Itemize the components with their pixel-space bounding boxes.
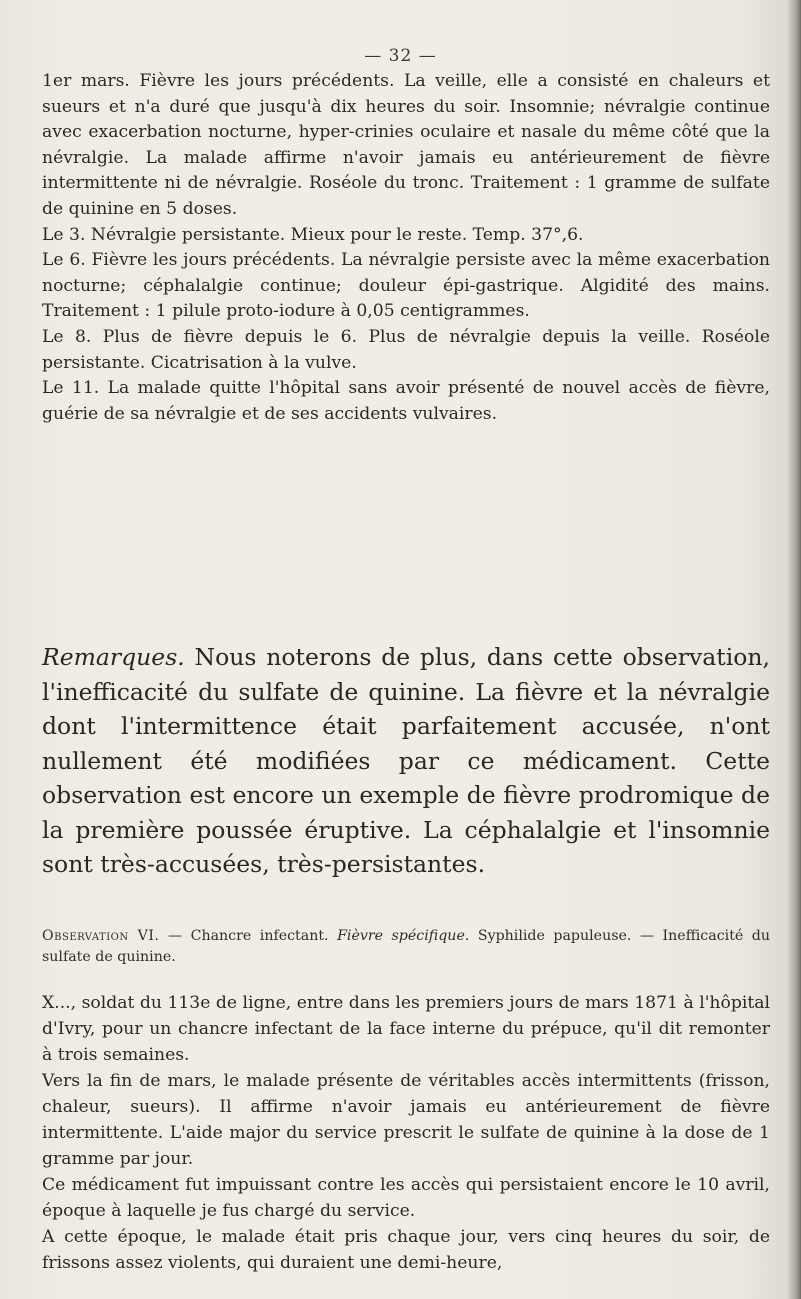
case-paragraph: X..., soldat du 113e de ligne, entre dans les premiers jours de mars 1871 à l'hôpital d'Ivry, pour un chancre infectant de la face interne du prépuce, qu'il dit remonter à trois semaines. bbox=[42, 993, 770, 1065]
observation-heading bbox=[42, 926, 770, 967]
remarks-lead: Remarques. bbox=[42, 643, 185, 671]
observation-italic: Fièvre spécifique. bbox=[337, 928, 470, 944]
observation-part1: — Chancre infectant. bbox=[159, 928, 338, 944]
entry-le-11: Le 11. La malade quitte l'hôpital sans avoir présenté de nouvel accès de fièvre, guérie de sa névralgie et de ses accidents vulvaires. bbox=[42, 378, 770, 424]
remarks-paragraph bbox=[42, 640, 770, 882]
clinical-notes bbox=[42, 69, 770, 427]
case-paragraph: Vers la fin de mars, le malade présente de véritables accès intermittents (frisson, chaleur, sueurs). Il affirme n'avoir jamais eu antérieurement de fièvre intermittente. L'aide major du service prescrit le sulfate de quinine à la dose de 1 gramme par jour. bbox=[42, 1071, 770, 1169]
observation-label: Observation VI. bbox=[42, 928, 160, 944]
entry-1er-mars: 1er mars. Fièvre les jours précédents. La veille, elle a consisté en chaleurs et sueurs et n'a duré que jusqu'à dix heures du soir. Insomnie; névralgie continue avec exacerbation nocturne, hyper-crinies oculaire et nasale du même côté que la névralgie. La malade affirme n'avoir jamais eu antérieurement de fièvre intermittente ni de névralgie. Roséole du tronc. Traitement : 1 gramme de sulfate de quinine en 5 doses. bbox=[42, 71, 770, 219]
entry-le-8: Le 8. Plus de fièvre depuis le 6. Plus de névralgie depuis la veille. Roséole persistante. Cicatrisation à la vulve. bbox=[42, 326, 770, 373]
entry-le-6: Le 6. Fièvre les jours précédents. La névralgie persiste avec la même exacerbation nocturne; céphalalgie continue; douleur épi-gastrique. Algidité des mains. Traitement : 1 pilule proto-iodure à 0,05 centigrammes. bbox=[42, 250, 770, 322]
entry-le-3: Le 3. Névralgie persistante. Mieux pour le reste. Temp. 37°,6. bbox=[42, 224, 584, 245]
case-paragraph: Ce médicament fut impuissant contre les accès qui persistaient encore le 10 avril, époque à laquelle je fus chargé du service. bbox=[42, 1175, 770, 1221]
case-description bbox=[42, 990, 770, 1276]
case-paragraph: A cette époque, le malade était pris chaque jour, vers cinq heures du soir, de frissons assez violents, qui duraient une demi-heure, bbox=[42, 1227, 770, 1273]
remarks-text: Nous noterons de plus, dans cette observation, l'inefficacité du sulfate de quinine. La fièvre et la névralgie dont l'intermittence était parfaitement accusée, n'ont nullement été modifiées par ce médicament. Cette observation est encore un exemple de fièvre prodromique de la première poussée éruptive. La céphalalgie et l'insomnie sont très-accusées, très-persistantes. bbox=[42, 643, 770, 878]
page-edge-shadow bbox=[787, 0, 801, 1299]
page-number: — 32 — bbox=[364, 46, 437, 66]
observation-part2: Syphilide papuleuse. — Inefficacité du sulfate de quinine. bbox=[42, 928, 770, 965]
